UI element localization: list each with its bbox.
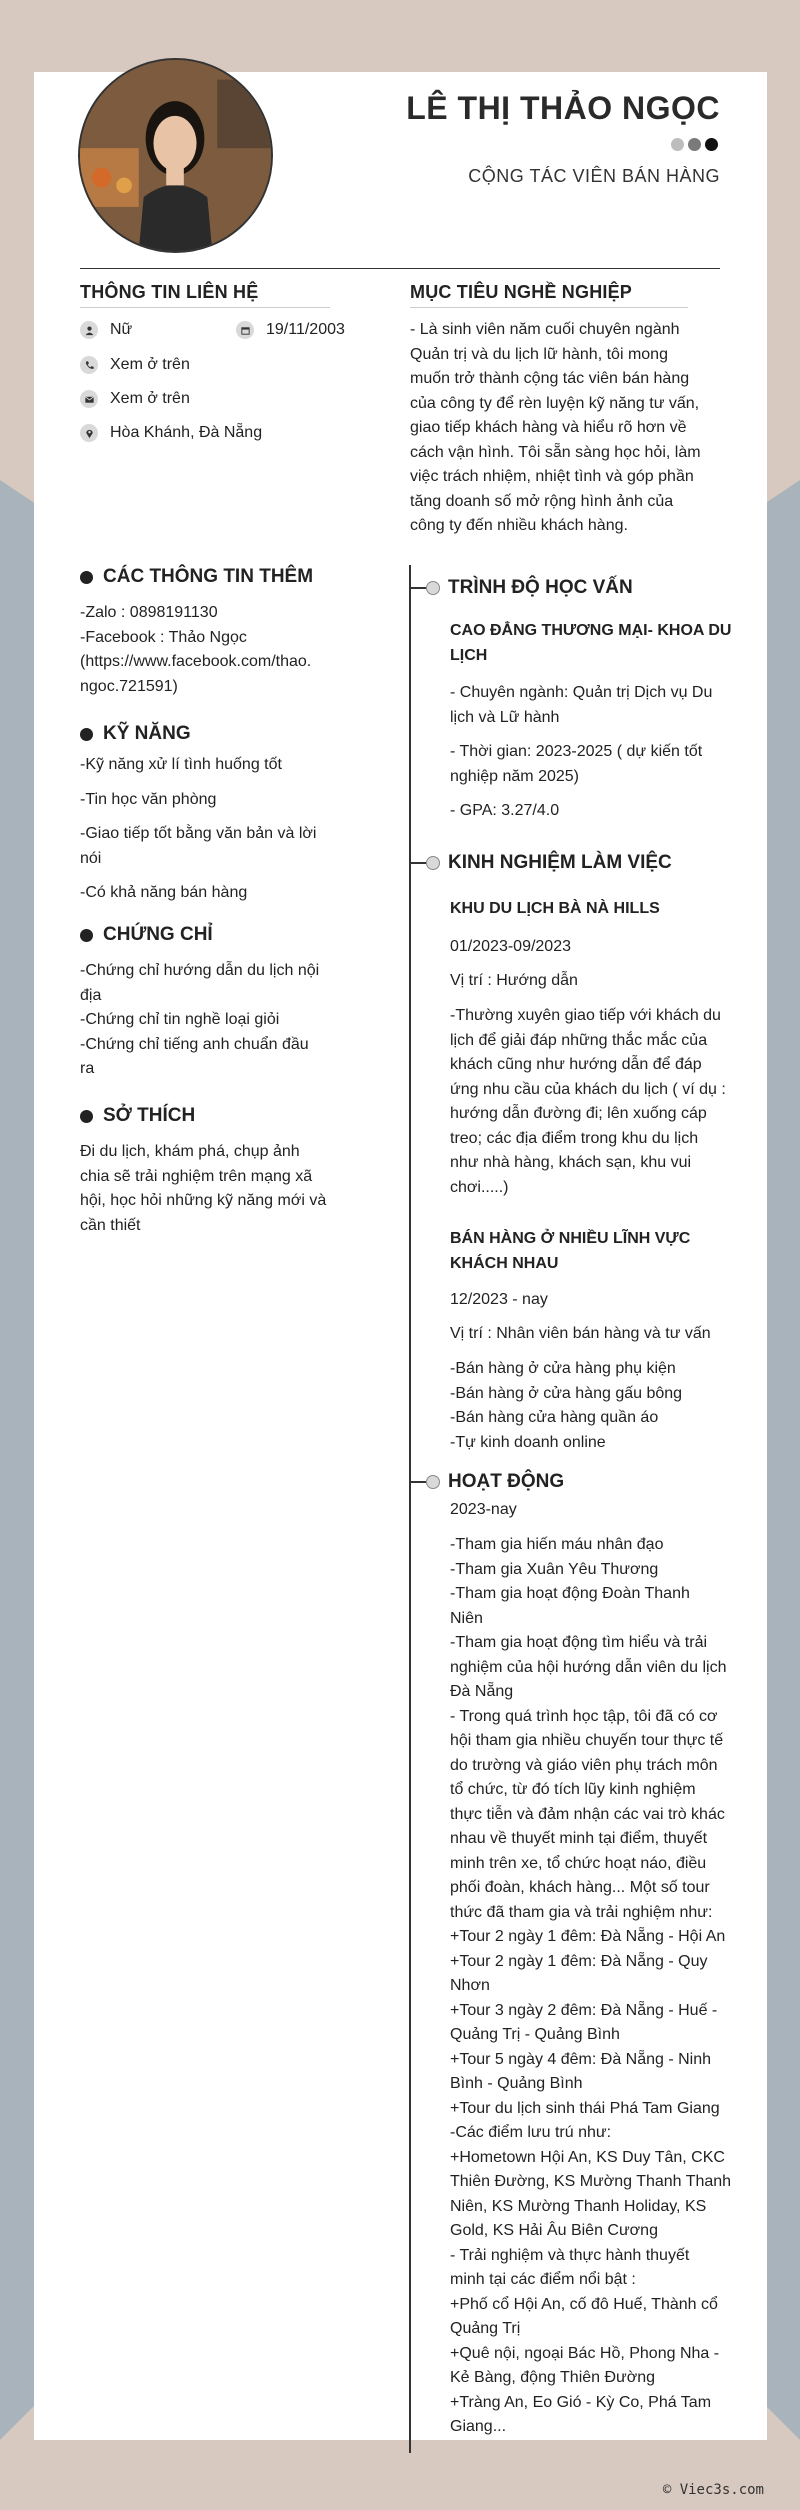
dob-value: 19/11/2003 [266,321,345,338]
activity-line: Thiên Đường, KS Mường Thanh Thanh [450,2173,732,2190]
activity-line: +Phố cổ Hội An, cố đô Huế, Thành cổ [450,2295,718,2313]
contact-phone [80,356,190,374]
dot-light [671,138,684,151]
activity-line: Gold, KS Hải Âu Biên Cương [450,2222,658,2239]
location-icon [80,424,98,442]
activity-line: -Tham gia hoạt động Đoàn Thanh [450,1585,690,1602]
job2-period: 12/2023 - nay [450,1291,548,1308]
address-value: Hòa Khánh, Đà Nẵng [110,424,263,441]
activity-line: do trường và giáo viên phụ trách môn [450,1756,718,1774]
extra-info-title: CÁC THÔNG TIN THÊM [80,566,313,588]
activity-line: phối đoàn, khách hàng... Một số tour [450,1879,710,1896]
calendar-icon [236,321,254,339]
education-gpa: - GPA: 3.27/4.0 [450,802,560,819]
activity-line: +Tour du lịch sinh thái Phá Tam Giang [450,2099,720,2117]
activities-period: 2023-nay [450,1501,517,1518]
education-header: TRÌNH ĐỘ HỌC VẤN [410,577,633,599]
bullet-icon [80,728,93,741]
timeline-line [409,565,411,2453]
job2-description: -Bán hàng ở cửa hàng phụ kiện -Bán hàng ở cửa hàng gấu bông -Bán hàng cửa hàng quần áo -Tự kinh doanh online [450,1360,683,1451]
hobbies-title: SỞ THÍCH [80,1105,195,1127]
avatar [78,58,273,253]
activity-line: Kẻ Bàng, động Thiên Đường [450,2369,656,2386]
person-icon [80,321,98,339]
activity-line: hội tham gia nhiều chuyến tour thực tế [450,1732,724,1749]
experience-header: KINH NGHIỆM LÀM VIỆC [410,852,672,874]
skill-item: -Kỹ năng xử lí tình huống tốt [80,756,282,773]
activity-line: Niên [450,1609,483,1627]
header-divider [80,268,720,269]
activity-line: -Tham gia hoạt động tìm hiểu và trải [450,1634,708,1651]
bullet-icon [80,929,93,942]
activity-line: Niên, KS Mường Thanh Holiday, KS [450,2197,707,2215]
activity-line: minh tại các điểm nổi bật : [450,2271,636,2288]
activity-line: Bình - Quảng Bình [450,2075,583,2092]
activity-line: nhau về thuyết minh tại điểm, thuyết [450,1830,708,1847]
dot-mid [688,138,701,151]
activity-line: +Tràng An, Eo Gió - Kỳ Co, Phá Tam [450,2393,712,2411]
contact-email [80,390,190,408]
activity-line: +Tour 2 ngày 1 đêm: Đà Nẵng - Hội An [450,1928,726,1945]
activity-line: Quảng Trị - Quảng Bình [450,2026,620,2043]
job1-position: Vị trí : Hướng dẫn [450,972,578,989]
activity-line: -Các điểm lưu trú như: [450,2124,612,2141]
phone-icon [80,356,98,374]
objective-title: MỤC TIÊU NGHỀ NGHIỆP [410,282,633,302]
skill-item: -Giao tiếp tốt bằng văn bản và lời [80,825,317,842]
email-value: Xem ở trên [110,390,190,407]
decorative-dots [671,138,718,151]
education-major: - Chuyên ngành: Quản trị Dịch vụ Du lịch và Lữ hành [450,684,713,726]
timeline-node-icon [426,856,440,870]
profile-photo-icon [80,60,271,251]
mail-icon [80,390,98,408]
watermark: © Viec3s.com [662,2482,764,2498]
activity-line: tổ chức, từ đó tích lũy kinh nghiệm [450,1781,696,1798]
job1-period: 01/2023-09/2023 [450,938,571,955]
activity-line: Quảng Trị [450,2320,521,2337]
job1-company: KHU DU LỊCH BÀ NÀ HILLS [450,900,660,917]
objective-underline [410,307,688,308]
activity-line: +Hometown Hội An, KS Duy Tân, CKC [450,2148,725,2166]
activity-line: thức đã tham gia và trải nghiệm như: [450,1903,713,1921]
activity-line: - Trong quá trình học tập, tôi đã có cơ [450,1707,718,1725]
activity-line: -Tham gia hiến máu nhân đạo [450,1536,664,1553]
bullet-icon [80,1110,93,1123]
candidate-name: LÊ THỊ THẢO NGỌC [406,90,720,126]
activity-line: nghiệm của hội hướng dẫn viên du lịch [450,1658,727,1676]
activity-line: -Tham gia Xuân Yêu Thương [450,1560,659,1578]
timeline-node-icon [426,1475,440,1489]
bullet-icon [80,571,93,584]
job1-description: -Thường xuyên giao tiếp với khách du lịch để giải đáp những thắc mắc của khách cũng như hướng dẫn để đáp ứng nhu cầu của khách du lịch ( ví dụ : hướng dẫn đường đi; lên xuống cáp treo; các địa điểm trong khu du lịch như nhà hàng, khách sạn, khu vui chơi.....) [450,1007,726,1196]
activity-line: +Tour 5 ngày 4 đêm: Đà Nẵng - Ninh [450,2050,712,2068]
certificates-text: -Chứng chỉ hướng dẫn du lịch nội địa -Chứng chỉ tin nghề loại giỏi -Chứng chỉ tiếng anh chuẩn đầu ra [80,962,320,1077]
education-time: - Thời gian: 2023-2025 ( dự kiến tốt nghiệp năm 2025) [450,743,703,785]
activities-header: HOẠT ĐỘNG [410,1471,564,1493]
activity-line: +Quê nội, ngoại Bác Hồ, Phong Nha - [450,2344,720,2362]
certificates-title: CHỨNG CHỈ [80,924,213,946]
extra-info-text: -Zalo : 0898191130 -Facebook : Thảo Ngọc (https://www.facebook.com/thao. ngoc.721591) [80,604,312,695]
hobbies-text: Đi du lịch, khám phá, chụp ảnh chia sẽ trải nghiệm trên mạng xã hội, học hỏi những kỹ năng mới và cần thiết [80,1143,327,1234]
contact-title: THÔNG TIN LIÊN HỆ [80,282,259,302]
activity-line: thực tiễn và đảm nhận các vai trò khác [450,1805,725,1823]
activity-line: Giang... [450,2418,507,2435]
skill-item: nói [80,849,102,867]
activity-line: Đà Nẵng [450,1683,514,1700]
activity-line: +Tour 2 ngày 1 đêm: Đà Nẵng - Quy [450,1952,708,1970]
skills-list [80,753,345,906]
objective-text: - Là sinh viên năm cuối chuyên ngành Quản trị và du lịch lữ hành, tôi mong muốn trở thành cộng tác viên bán hàng của công ty để rèn luyện kỹ năng tư vấn, giao tiếp khách hàng và hiểu rõ hơn về cách vận hình. Tôi sẵn sàng học hỏi, làm việc trách nhiệm, nhiệt tình và góp phần tăng doanh số mở rộng hình ảnh của công ty đến nhiều khách hàng. [410,321,701,534]
activities-list [450,1533,755,2440]
contact-address [80,424,262,442]
skills-title: KỸ NĂNG [80,723,191,745]
activity-line: - Trải nghiệm và thực hành thuyết [450,2246,690,2264]
gender-value: Nữ [110,321,133,338]
contact-gender [80,321,132,339]
skill-item: -Có khả năng bán hàng [80,884,248,901]
skill-item: -Tin học văn phòng [80,790,217,808]
job-title: CỘNG TÁC VIÊN BÁN HÀNG [468,166,720,186]
education-school: CAO ĐẲNG THƯƠNG MẠI- KHOA DU LỊCH [450,622,732,664]
contact-dob [236,321,345,339]
activity-line: +Tour 3 ngày 2 đêm: Đà Nẵng - Huế - [450,2001,718,2019]
activity-line: minh trên xe, tổ chức hoạt náo, điều [450,1854,707,1872]
job2-position: Vị trí : Nhân viên bán hàng và tư vấn [450,1325,711,1342]
activity-line: Nhơn [450,1977,490,1994]
dot-dark [705,138,718,151]
job2-company: BÁN HÀNG Ở NHIỀU LĨNH VỰC KHÁCH NHAU [450,1230,691,1272]
contact-underline [80,307,330,308]
phone-value: Xem ở trên [110,356,190,373]
timeline-node-icon [426,581,440,595]
